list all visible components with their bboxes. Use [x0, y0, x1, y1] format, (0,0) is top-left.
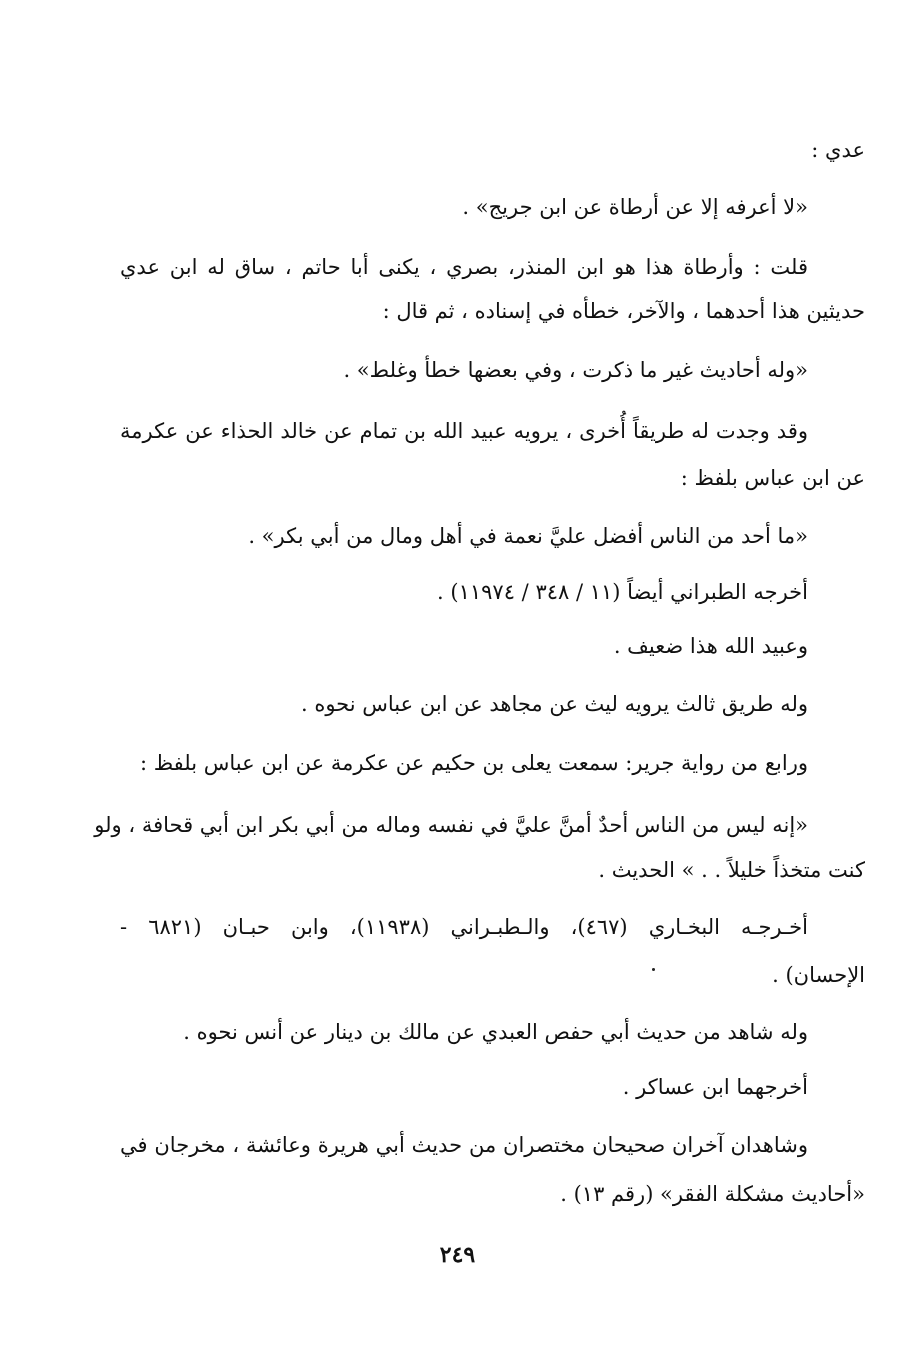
page-number: ٢٤٩ [439, 1242, 476, 1268]
text-line: وله طريق ثالث يرويه ليث عن مجاهد عن ابن عباس نحوه . [300, 692, 808, 716]
text-line: ورابع من رواية جرير: سمعت يعلى بن حكيم عن عكرمة عن ابن عباس بلفظ : [139, 751, 808, 775]
text-line: وقد وجدت له طريقاً أُخرى ، يرويه عبيد الله بن تمام عن خالد الحذاء عن عكرمة [120, 419, 808, 443]
text-line: «إنه ليس من الناس أحدٌ أمنَّ عليَّ في نفسه وماله من أبي بكر ابن أبي قحافة ، ولو [94, 813, 808, 837]
print-speck [652, 968, 655, 971]
text-line: عدي : [811, 138, 865, 162]
text-line: «ما أحد من الناس أفضل عليَّ نعمة في أهل ومال من أبي بكر» . [248, 524, 808, 548]
text-line: الإحسان) . [772, 963, 865, 987]
text-line: وعبيد الله هذا ضعيف . [613, 634, 808, 658]
text-line: حديثين هذا أحدهما ، والآخر، خطأه في إسناده ، ثم قال : [382, 299, 865, 323]
text-line: عن ابن عباس بلفظ : [680, 466, 865, 490]
text-line: كنت متخذاً خليلاً . . » الحديث . [598, 858, 865, 882]
text-line: وشاهدان آخران صحيحان مختصران من حديث أبي هريرة وعائشة ، مخرجان في [120, 1133, 808, 1157]
text-line: «لا أعرفه إلا عن أرطاة عن ابن جريج» . [462, 195, 808, 219]
text-line: قلت : وأرطاة هذا هو ابن المنذر، بصري ، يكنى أبا حاتم ، ساق له ابن عدي [120, 255, 808, 279]
text-line: «وله أحاديث غير ما ذكرت ، وفي بعضها خطأ وغلط» . [343, 358, 808, 382]
text-line: أخـرجـه البخـاري (٤٦٧)، والـطبـراني (١١٩٣٨)، وابن حبـان (٦٨٢١ - [120, 915, 808, 939]
text-line: أخرجهما ابن عساكر . [622, 1075, 808, 1099]
text-line: أخرجه الطبراني أيضاً (١١ / ٣٤٨ / ١١٩٧٤) . [437, 580, 808, 604]
text-line: «أحاديث مشكلة الفقر» (رقم ١٣) . [560, 1182, 865, 1206]
text-line: وله شاهد من حديث أبي حفص العبدي عن مالك بن دينار عن أنس نحوه . [183, 1020, 808, 1044]
